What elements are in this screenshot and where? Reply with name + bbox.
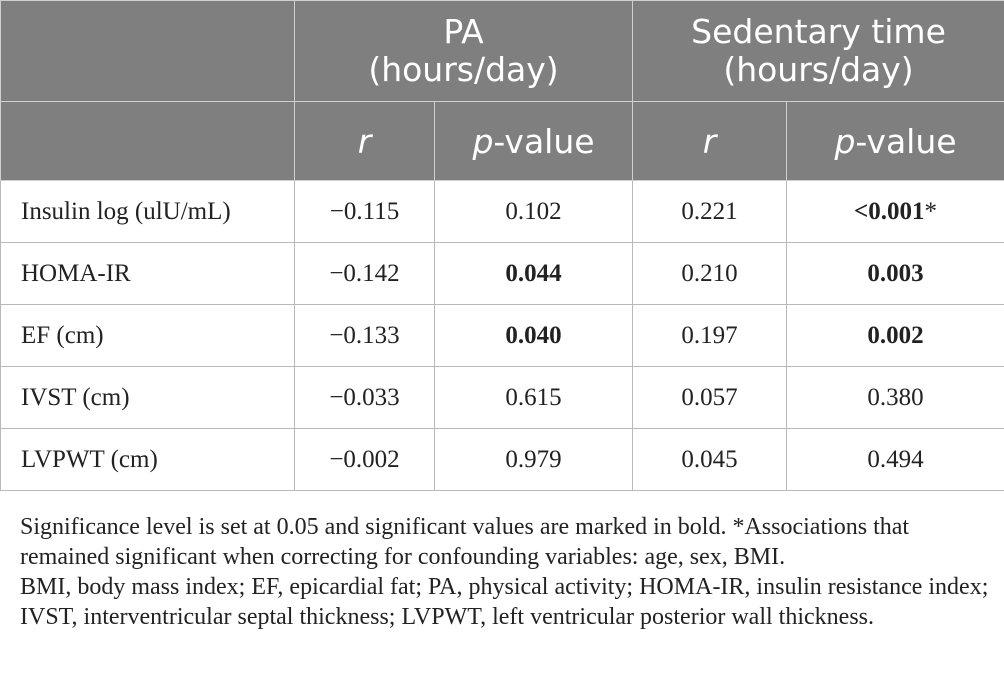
table-footnote [20, 512, 995, 632]
cell-sed-p: 0.002 [787, 305, 1004, 367]
table-row [1, 305, 1004, 367]
cell-pa-p: 0.615 [435, 367, 633, 429]
table-row [1, 181, 1004, 243]
header-pa-p-italic: p [472, 121, 494, 161]
row-label: IVST (cm) [1, 367, 295, 429]
header-pa-p-rest: -value [493, 121, 595, 161]
cell-sed-p: 0.494 [787, 429, 1004, 491]
cell-pa-p: 0.979 [435, 429, 633, 491]
table-row [1, 429, 1004, 491]
header-sed-p-rest: -value [855, 121, 957, 161]
table-row [1, 243, 1004, 305]
table-header [1, 1, 1004, 181]
row-label: HOMA-IR [1, 243, 295, 305]
header-group-pa-line1: PA [443, 12, 484, 51]
cell-pa-r: −0.142 [295, 243, 435, 305]
header-sed-p-italic: p [834, 121, 856, 161]
header-pa-p [435, 102, 633, 181]
header-group-pa-line2: (hours/day) [368, 50, 559, 89]
row-label: Insulin log (ulU/mL) [1, 181, 295, 243]
cell-pa-r: −0.033 [295, 367, 435, 429]
cell-sed-r: 0.221 [633, 181, 787, 243]
cell-sed-r: 0.045 [633, 429, 787, 491]
cell-pa-r: −0.115 [295, 181, 435, 243]
cell-sed-r: 0.197 [633, 305, 787, 367]
header-group-pa [295, 1, 633, 102]
row-label: EF (cm) [1, 305, 295, 367]
header-sed-r-label: r [702, 121, 717, 161]
header-pa-r-label: r [357, 121, 372, 161]
cell-pa-p: 0.040 [435, 305, 633, 367]
cell-pa-r: −0.002 [295, 429, 435, 491]
footnote-abbreviations: BMI, body mass index; EF, epicardial fat; PA, physical activity; HOMA-IR, insulin resistance index; IVST, interventricular septal thickness; LVPWT, left ventricular posterior wall thickness. [20, 574, 989, 630]
cell-sed-p-asterisk: * [924, 197, 938, 225]
cell-pa-p: 0.044 [435, 243, 633, 305]
cell-sed-r: 0.210 [633, 243, 787, 305]
header-empty-cell [1, 1, 295, 102]
cell-sed-r: 0.057 [633, 367, 787, 429]
footnote-significance: Significance level is set at 0.05 and significant values are marked in bold. *Associations that remained significant when correcting for confounding variables: age, sex, BMI. [20, 514, 910, 570]
header-group-sedentary-line1: Sedentary time [691, 12, 946, 51]
cell-pa-p: 0.102 [435, 181, 633, 243]
cell-sed-p-value: <0.001 [854, 197, 925, 225]
header-sed-p [787, 102, 1004, 181]
cell-sed-p [787, 181, 1004, 243]
cell-sed-p: 0.003 [787, 243, 1004, 305]
header-group-sedentary-line2: (hours/day) [723, 50, 914, 89]
header-sed-r [633, 102, 787, 181]
cell-pa-r: −0.133 [295, 305, 435, 367]
header-pa-r [295, 102, 435, 181]
cell-sed-p: 0.380 [787, 367, 1004, 429]
table-body [1, 181, 1004, 491]
header-empty-cell-2 [1, 102, 295, 181]
table-row [1, 367, 1004, 429]
row-label: LVPWT (cm) [1, 429, 295, 491]
header-group-sedentary [633, 1, 1004, 102]
